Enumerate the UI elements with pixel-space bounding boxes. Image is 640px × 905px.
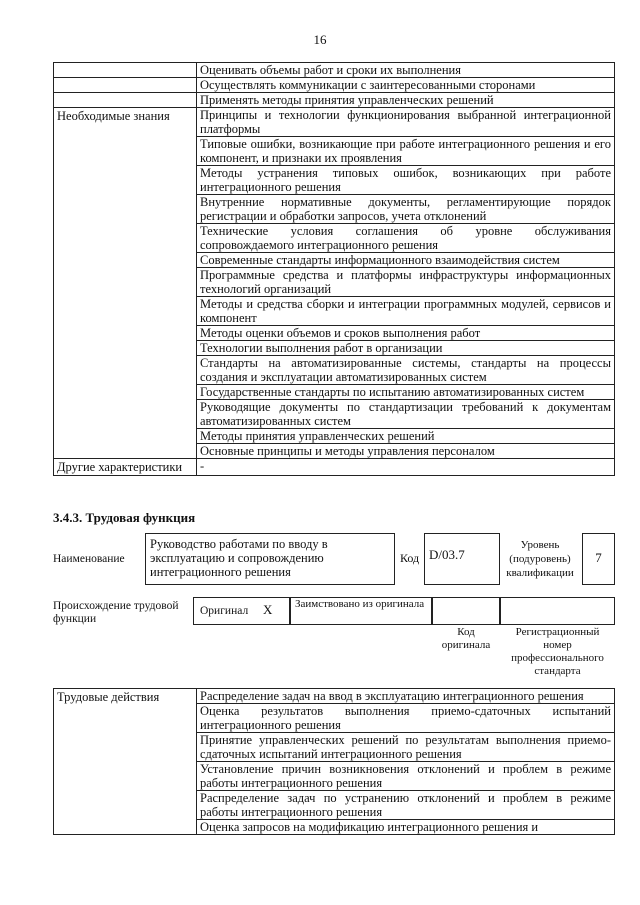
level-label: Уровень (подуровень) квалификации: [506, 539, 574, 579]
table-row: Программные средства и платформы инфраструктуры информационных технологий организаций: [197, 268, 615, 297]
table-row: Оценка запросов на модификацию интеграционного решения и: [197, 820, 615, 835]
name-label: Наименование: [53, 553, 125, 565]
table-row: Современные стандарты информационного взаимодействия систем: [197, 253, 615, 268]
function-name-box: Руководство работами по вводу в эксплуатацию и сопровождению интеграционного решения: [145, 533, 395, 585]
reg-number-caption: Регистрационный номер профессионального стандарта: [511, 626, 604, 677]
table-row: Методы принятия управленческих решений: [197, 429, 615, 444]
table-row: Стандарты на автоматизированные системы, стандарты на процессы создания и эксплуатации автоматизированных систем: [197, 356, 615, 385]
original-mark: X: [263, 602, 273, 617]
labor-actions-label: Трудовые действия: [54, 689, 197, 835]
other-label: Другие характеристики: [54, 459, 197, 476]
skills-knowledge-table: [53, 62, 615, 476]
table-row: Руководящие документы по стандартизации требований к документам автоматизированных систем: [197, 400, 615, 429]
code-value-box: D/03.7: [424, 533, 500, 585]
section-title: 3.4.3. Трудовая функция: [53, 510, 196, 525]
table-row: Технические условия соглашения об уровне обслуживания сопровождаемого интеграционного решения: [197, 224, 615, 253]
borrowed-label: Заимствовано из оригинала: [295, 598, 425, 610]
table-row: Установление причин возникновения отклонений и проблем в режиме работы интеграционного решения: [197, 762, 615, 791]
table-row: Основные принципы и методы управления персоналом: [197, 444, 615, 459]
table-row: Осуществлять коммуникации с заинтересованными сторонами: [197, 78, 615, 93]
code-original-caption: Код оригинала: [441, 626, 491, 651]
table-row: Принципы и технологии функционирования выбранной интеграционной платформы: [197, 108, 615, 137]
table-row: Распределение задач по устранению отклонений и проблем в режиме работы интеграционного решения: [197, 791, 615, 820]
table-row: Государственные стандарты по испытанию автоматизированных систем: [197, 385, 615, 400]
table-row: Методы устранения типовых ошибок, возникающих при работе интеграционного решения: [197, 166, 615, 195]
table-row: Внутренние нормативные документы, регламентирующие порядок регистрации и обработки запросов, учета отклонений: [197, 195, 615, 224]
page-number: 16: [313, 32, 327, 47]
table-row: Принятие управленческих решений по результатам выполнения приемо-сдаточных испытаний интеграционного решения: [197, 733, 615, 762]
table-row: Распределение задач на ввод в эксплуатацию интеграционного решения: [197, 689, 615, 704]
reg-number-cell: [500, 597, 615, 625]
table-row: Методы оценки объемов и сроков выполнения работ: [197, 326, 615, 341]
origin-label: Происхождение трудовой функции: [53, 600, 179, 625]
knowledge-label: Необходимые знания: [54, 108, 197, 459]
table-row: Оценивать объемы работ и сроки их выполнения: [197, 63, 615, 78]
table-row: Применять методы принятия управленческих решений: [197, 93, 615, 108]
code-original-cell: [432, 597, 500, 625]
code-label: Код: [400, 551, 420, 565]
original-label: Оригинал: [200, 605, 249, 617]
table-row: Технологии выполнения работ в организации: [197, 341, 615, 356]
other-value: -: [197, 459, 615, 476]
level-value-box: 7: [582, 533, 615, 585]
labor-actions-table: [53, 688, 615, 835]
table-row: Методы и средства сборки и интеграции программных модулей, сервисов и компонент: [197, 297, 615, 326]
table-row: Оценка результатов выполнения приемо-сдаточных испытаний интеграционного решения: [197, 704, 615, 733]
table-row: Типовые ошибки, возникающие при работе интеграционного решения и его компонент, и признаки их проявления: [197, 137, 615, 166]
